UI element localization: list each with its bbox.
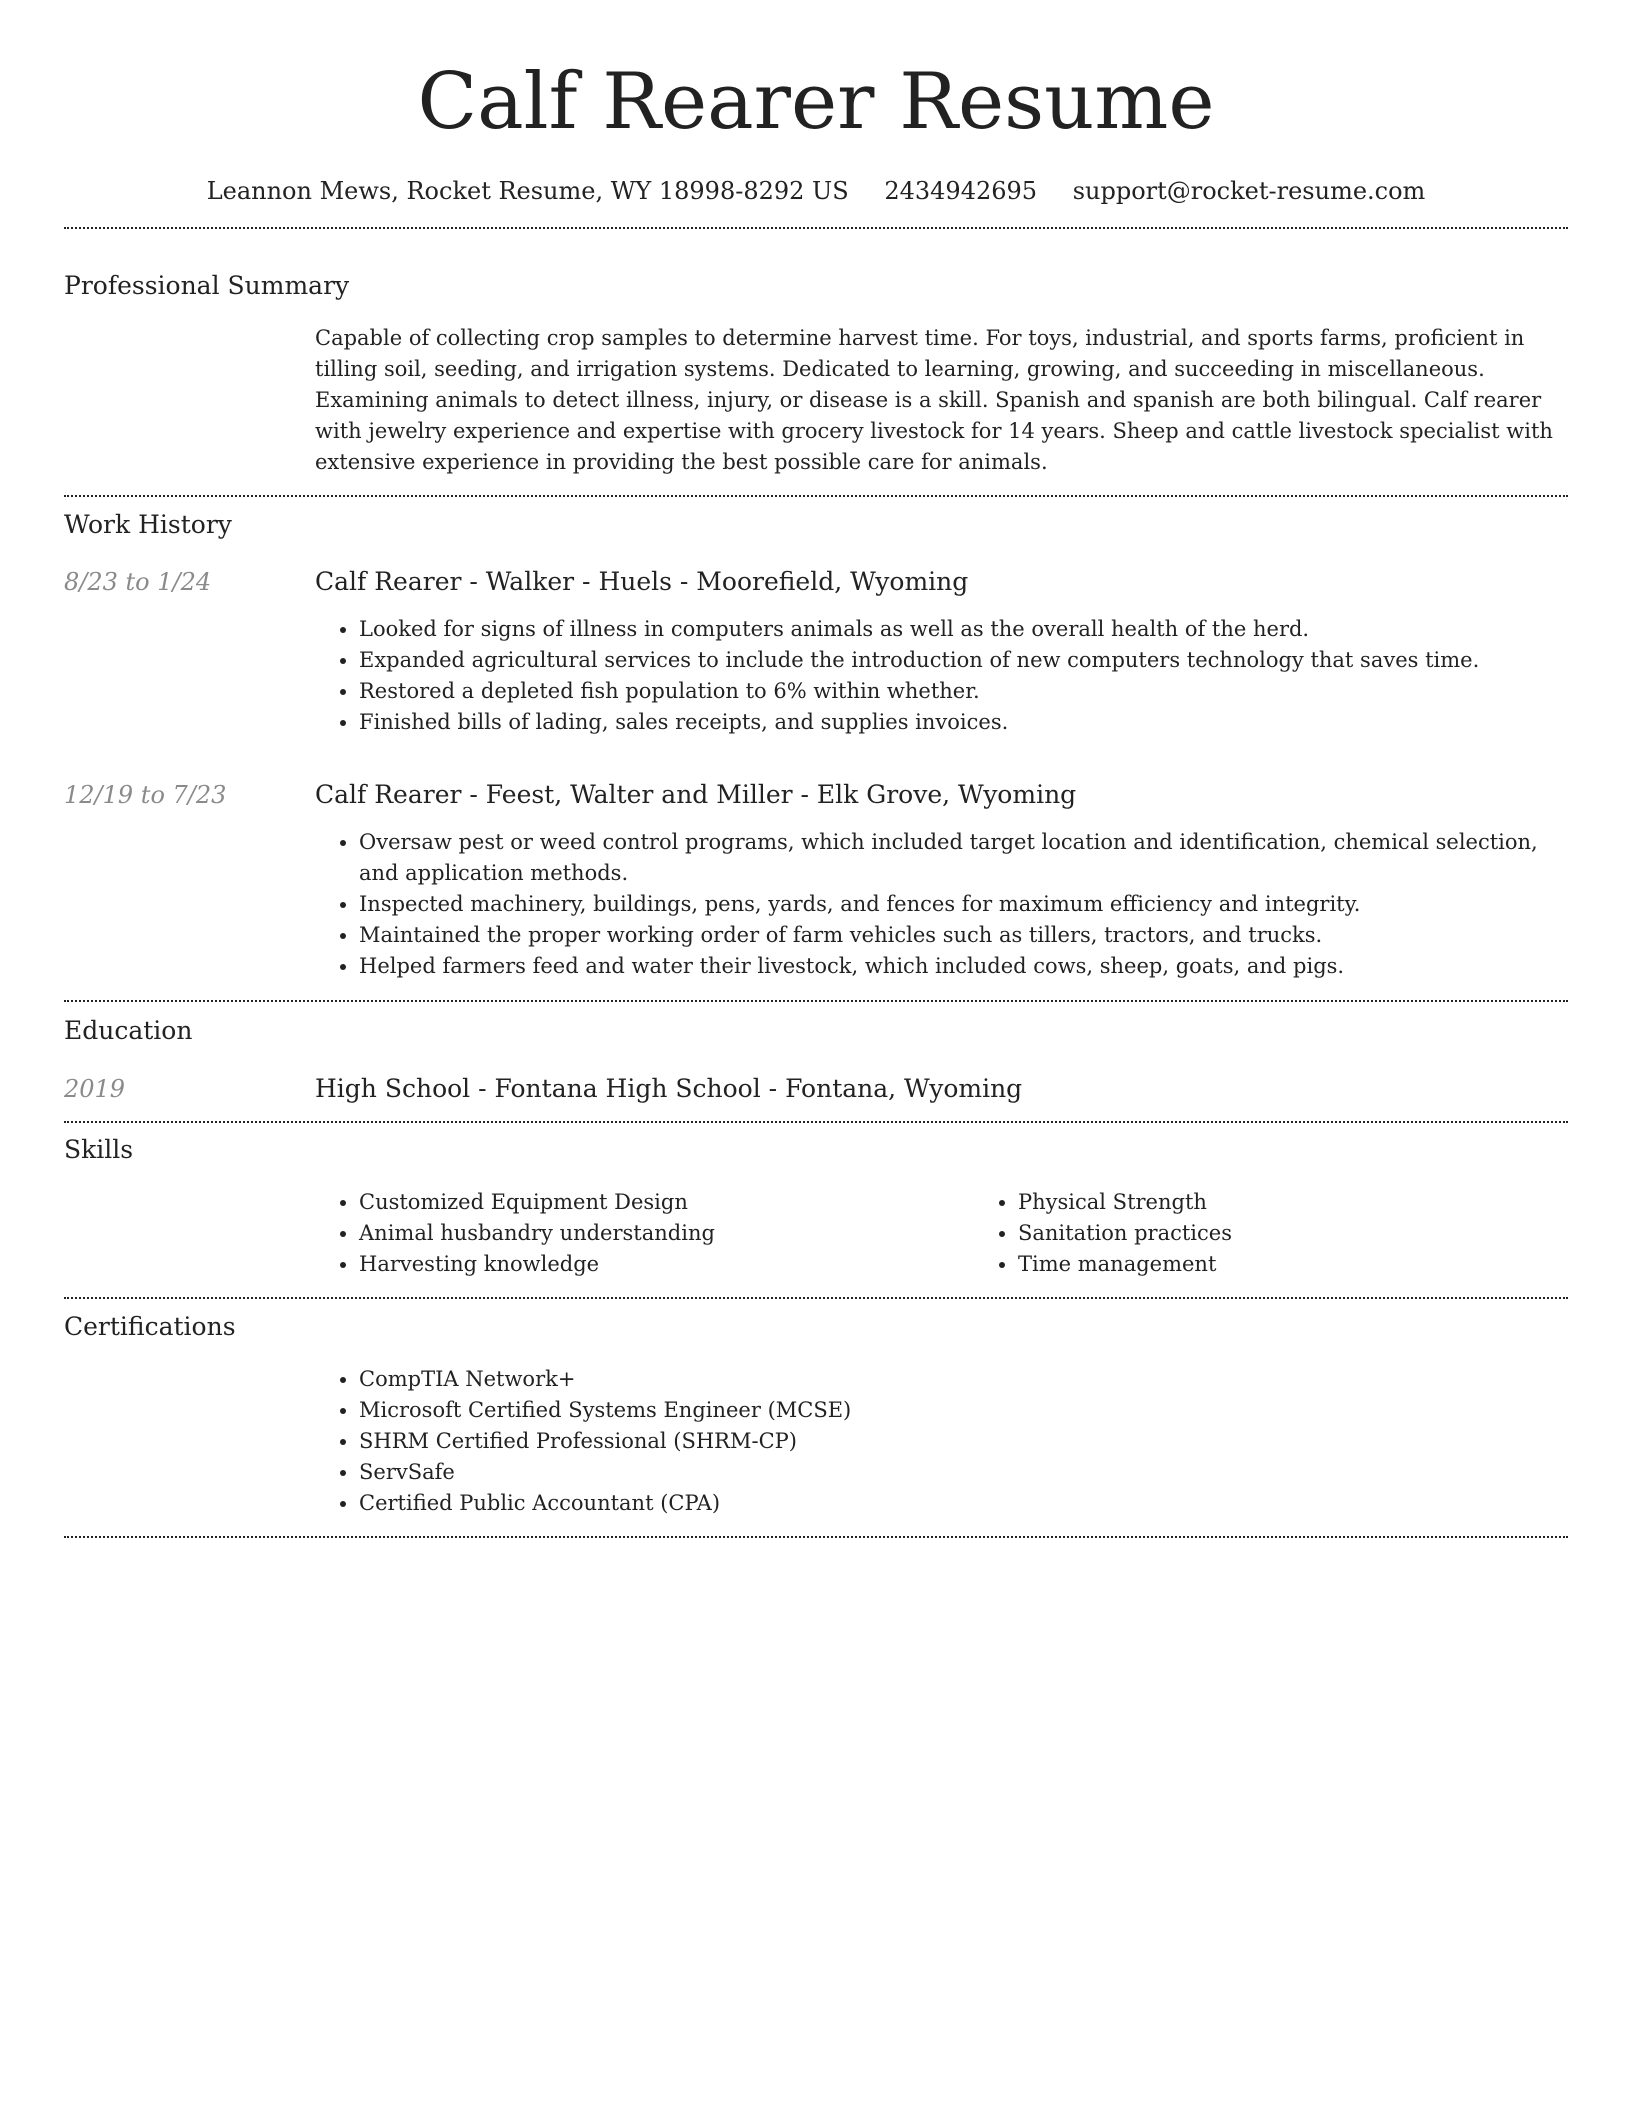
section-heading-summary: Professional Summary xyxy=(64,271,350,300)
skills-list-left xyxy=(315,1187,974,1280)
contact-email: support@rocket-resume.com xyxy=(1072,177,1426,205)
list-item: • Time management xyxy=(1018,1249,1632,1280)
list-item: • Oversaw pest or weed control programs, which included target location and identification, chemical selection, and application methods. xyxy=(359,827,1568,889)
list-item: • Expanded agricultural services to include the introduction of new computers technology that saves time. xyxy=(359,645,1568,676)
divider xyxy=(64,1297,1568,1299)
list-item: • Finished bills of lading, sales receipts, and supplies invoices. xyxy=(359,707,1568,738)
divider xyxy=(64,495,1568,497)
list-item: • Helped farmers feed and water their livestock, which included cows, sheep, goats, and pigs. xyxy=(359,951,1568,982)
resume-title: Calf Rearer Resume xyxy=(417,57,1215,147)
summary-text: Capable of collecting crop samples to determine harvest time. For toys, industrial, and sports farms, proficient in tilling soil, seeding, and irrigation systems. Dedicated to learning, growing, and succeeding in miscellaneous. Examining animals to detect illness, injury, or disease is a skill. Spanish and spanish are both bilingual. Calf rearer with jewelry experience and expertise with grocery livestock for 14 years. Sheep and cattle livestock specialist with extensive experience in providing the best possible care for animals. xyxy=(315,326,1553,474)
summary-content xyxy=(315,323,1568,478)
job-details xyxy=(315,778,1568,982)
education-year: 2019 xyxy=(64,1075,126,1103)
job-entry xyxy=(64,565,1568,738)
list-item: • CompTIA Network+ xyxy=(359,1364,1568,1395)
job-details xyxy=(315,565,1568,738)
list-item: • SHRM Certified Professional (SHRM-CP) xyxy=(359,1426,1568,1457)
skills-row xyxy=(64,1187,1568,1280)
education-title: High School - Fontana High School - Fontana, Wyoming xyxy=(315,1074,1023,1103)
list-item: • Customized Equipment Design xyxy=(359,1187,974,1218)
list-item: • Physical Strength xyxy=(1018,1187,1632,1218)
education-entry xyxy=(64,1072,1568,1106)
job-dates: 12/19 to 7/23 xyxy=(64,781,227,809)
skills-grid xyxy=(315,1187,1632,1280)
list-item: • Sanitation practices xyxy=(1018,1218,1632,1249)
skills-list-right xyxy=(974,1187,1632,1280)
summary-spacer xyxy=(64,323,315,478)
job-bullets xyxy=(315,827,1568,982)
list-item: • Harvesting knowledge xyxy=(359,1249,974,1280)
job-title: Calf Rearer - Walker - Huels - Moorefield, Wyoming xyxy=(315,567,969,596)
list-item: • ServSafe xyxy=(359,1457,1568,1488)
section-heading-education: Education xyxy=(64,1016,193,1045)
job-dates: 8/23 to 1/24 xyxy=(64,568,212,596)
summary-row xyxy=(64,323,1568,478)
list-item: • Restored a depleted fish population to 6% within whether. xyxy=(359,676,1568,707)
contact-line xyxy=(64,174,1568,208)
divider xyxy=(64,1536,1568,1538)
list-item: • Certified Public Accountant (CPA) xyxy=(359,1488,1568,1519)
divider xyxy=(64,227,1568,229)
divider xyxy=(64,1121,1568,1123)
list-item: • Inspected machinery, buildings, pens, yards, and fences for maximum efficiency and integrity. xyxy=(359,889,1568,920)
certifications-list xyxy=(315,1364,1568,1519)
contact-phone: 2434942695 xyxy=(884,177,1038,205)
contact-address: Leannon Mews, Rocket Resume, WY 18998-8292 US xyxy=(206,177,849,205)
section-heading-certifications: Certifications xyxy=(64,1312,236,1341)
certifications-spacer xyxy=(64,1364,315,1519)
list-item: • Animal husbandry understanding xyxy=(359,1218,974,1249)
list-item: • Looked for signs of illness in computers animals as well as the overall health of the herd. xyxy=(359,614,1568,645)
job-entry xyxy=(64,778,1568,982)
list-item: • Microsoft Certified Systems Engineer (MCSE) xyxy=(359,1395,1568,1426)
education-details xyxy=(315,1072,1568,1106)
resume-page xyxy=(64,0,1568,1538)
certifications-content xyxy=(315,1364,1568,1519)
job-title: Calf Rearer - Feest, Walter and Miller - Elk Grove, Wyoming xyxy=(315,780,1077,809)
section-heading-work: Work History xyxy=(64,510,232,539)
certifications-row xyxy=(64,1364,1568,1519)
skills-spacer xyxy=(64,1187,315,1280)
section-heading-skills: Skills xyxy=(64,1135,134,1164)
list-item: • Maintained the proper working order of farm vehicles such as tillers, tractors, and trucks. xyxy=(359,920,1568,951)
job-bullets xyxy=(315,614,1568,738)
divider xyxy=(64,1000,1568,1002)
